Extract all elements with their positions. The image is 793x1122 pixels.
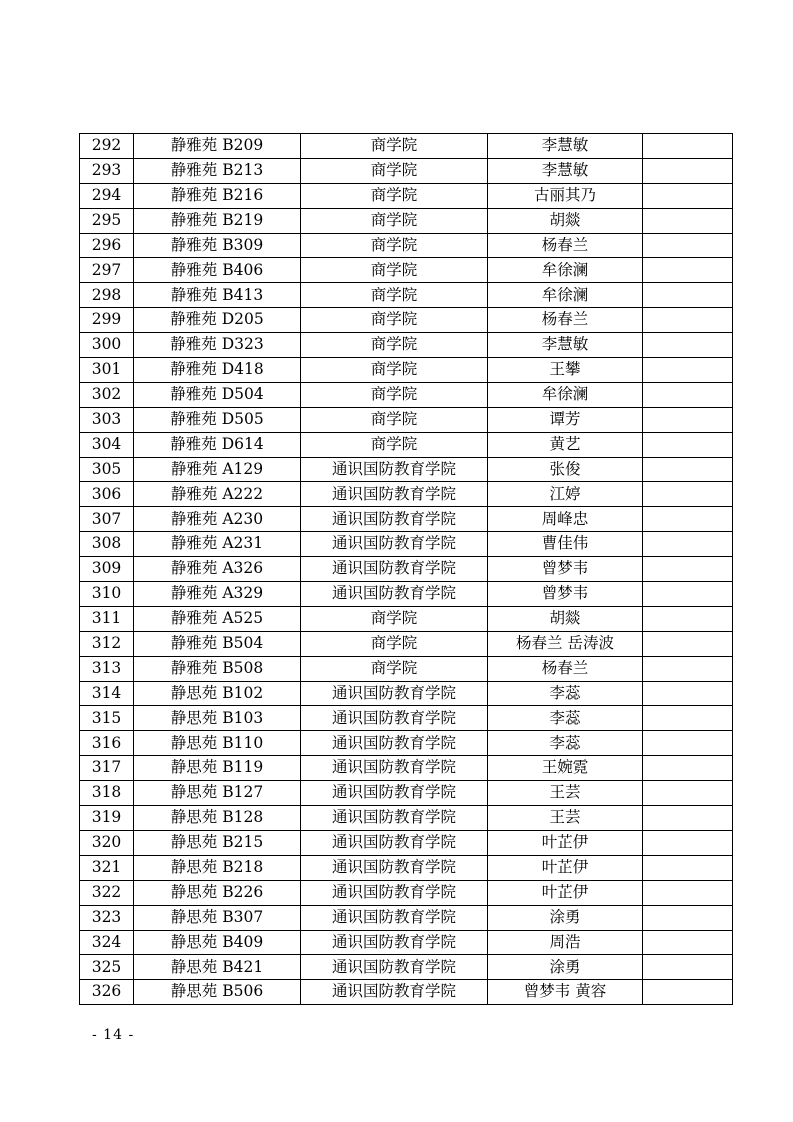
contact-cell: 李慧敏 — [488, 134, 643, 159]
table-row — [80, 980, 733, 1005]
table-row — [80, 706, 733, 731]
college-cell: 通识国防教育学院 — [301, 781, 488, 806]
table-row — [80, 258, 733, 283]
contact-cell: 王芸 — [488, 781, 643, 806]
row-number-cell: 319 — [80, 806, 134, 831]
contact-cell: 王攀 — [488, 358, 643, 383]
row-number-cell: 301 — [80, 358, 134, 383]
room-cell: 静雅苑 B504 — [134, 631, 301, 656]
remarks-cell — [643, 631, 733, 656]
table-row — [80, 830, 733, 855]
remarks-cell — [643, 158, 733, 183]
remarks-cell — [643, 557, 733, 582]
contact-cell: 古丽其乃 — [488, 183, 643, 208]
college-cell: 通识国防教育学院 — [301, 905, 488, 930]
remarks-cell — [643, 656, 733, 681]
contact-cell: 牟徐澜 — [488, 382, 643, 407]
table-row — [80, 880, 733, 905]
remarks-cell — [643, 532, 733, 557]
college-cell: 通识国防教育学院 — [301, 756, 488, 781]
college-cell: 商学院 — [301, 382, 488, 407]
row-number-cell: 295 — [80, 208, 134, 233]
college-cell: 商学院 — [301, 333, 488, 358]
room-cell: 静雅苑 D614 — [134, 432, 301, 457]
contact-cell: 曾梦韦 黄容 — [488, 980, 643, 1005]
remarks-cell — [643, 681, 733, 706]
row-number-cell: 320 — [80, 830, 134, 855]
row-number-cell: 323 — [80, 905, 134, 930]
room-cell: 静思苑 B409 — [134, 930, 301, 955]
table-row — [80, 407, 733, 432]
contact-cell: 李蕊 — [488, 681, 643, 706]
contact-cell: 张俊 — [488, 457, 643, 482]
page-number: - 14 - — [92, 1027, 135, 1043]
college-cell: 通识国防教育学院 — [301, 855, 488, 880]
table-row — [80, 333, 733, 358]
row-number-cell: 294 — [80, 183, 134, 208]
table-row — [80, 532, 733, 557]
table-row — [80, 806, 733, 831]
remarks-cell — [643, 308, 733, 333]
row-number-cell: 306 — [80, 482, 134, 507]
remarks-cell — [643, 382, 733, 407]
room-cell: 静思苑 B218 — [134, 855, 301, 880]
remarks-cell — [643, 980, 733, 1005]
college-cell: 通识国防教育学院 — [301, 706, 488, 731]
contact-cell: 涂勇 — [488, 905, 643, 930]
row-number-cell: 308 — [80, 532, 134, 557]
table-row — [80, 233, 733, 258]
room-cell: 静思苑 B127 — [134, 781, 301, 806]
room-cell: 静雅苑 A231 — [134, 532, 301, 557]
college-cell: 商学院 — [301, 158, 488, 183]
remarks-cell — [643, 258, 733, 283]
row-number-cell: 315 — [80, 706, 134, 731]
table-row — [80, 631, 733, 656]
remarks-cell — [643, 905, 733, 930]
college-cell: 通识国防教育学院 — [301, 955, 488, 980]
contact-cell: 李慧敏 — [488, 158, 643, 183]
room-cell: 静雅苑 D504 — [134, 382, 301, 407]
college-cell: 通识国防教育学院 — [301, 557, 488, 582]
room-cell: 静雅苑 B406 — [134, 258, 301, 283]
college-cell: 通识国防教育学院 — [301, 532, 488, 557]
room-cell: 静思苑 B103 — [134, 706, 301, 731]
table-row — [80, 482, 733, 507]
room-cell: 静雅苑 B213 — [134, 158, 301, 183]
table-row — [80, 507, 733, 532]
table-row — [80, 756, 733, 781]
table-row — [80, 382, 733, 407]
college-cell: 通识国防教育学院 — [301, 731, 488, 756]
contact-cell: 周浩 — [488, 930, 643, 955]
row-number-cell: 317 — [80, 756, 134, 781]
college-cell: 通识国防教育学院 — [301, 980, 488, 1005]
room-cell: 静雅苑 B508 — [134, 656, 301, 681]
contact-cell: 李慧敏 — [488, 333, 643, 358]
college-cell: 通识国防教育学院 — [301, 681, 488, 706]
contact-cell: 曾梦韦 — [488, 582, 643, 607]
row-number-cell: 307 — [80, 507, 134, 532]
remarks-cell — [643, 706, 733, 731]
row-number-cell: 321 — [80, 855, 134, 880]
contact-cell: 叶芷伊 — [488, 830, 643, 855]
remarks-cell — [643, 930, 733, 955]
remarks-cell — [643, 407, 733, 432]
row-number-cell: 316 — [80, 731, 134, 756]
row-number-cell: 322 — [80, 880, 134, 905]
remarks-cell — [643, 806, 733, 831]
room-cell: 静雅苑 A326 — [134, 557, 301, 582]
remarks-cell — [643, 333, 733, 358]
college-cell: 商学院 — [301, 258, 488, 283]
remarks-cell — [643, 233, 733, 258]
contact-cell: 杨春兰 岳涛波 — [488, 631, 643, 656]
row-number-cell: 303 — [80, 407, 134, 432]
table-row — [80, 283, 733, 308]
room-cell: 静雅苑 A129 — [134, 457, 301, 482]
room-cell: 静思苑 B215 — [134, 830, 301, 855]
dormitory-table — [79, 133, 733, 1005]
room-cell: 静雅苑 B309 — [134, 233, 301, 258]
college-cell: 商学院 — [301, 631, 488, 656]
row-number-cell: 293 — [80, 158, 134, 183]
table-row — [80, 731, 733, 756]
remarks-cell — [643, 134, 733, 159]
row-number-cell: 298 — [80, 283, 134, 308]
room-cell: 静雅苑 B209 — [134, 134, 301, 159]
row-number-cell: 309 — [80, 557, 134, 582]
room-cell: 静思苑 B506 — [134, 980, 301, 1005]
remarks-cell — [643, 283, 733, 308]
row-number-cell: 296 — [80, 233, 134, 258]
row-number-cell: 292 — [80, 134, 134, 159]
college-cell: 通识国防教育学院 — [301, 582, 488, 607]
remarks-cell — [643, 756, 733, 781]
remarks-cell — [643, 606, 733, 631]
room-cell: 静思苑 B110 — [134, 731, 301, 756]
room-cell: 静雅苑 B216 — [134, 183, 301, 208]
table-row — [80, 681, 733, 706]
row-number-cell: 305 — [80, 457, 134, 482]
table-row — [80, 134, 733, 159]
contact-cell: 牟徐澜 — [488, 258, 643, 283]
remarks-cell — [643, 358, 733, 383]
college-cell: 商学院 — [301, 208, 488, 233]
college-cell: 商学院 — [301, 134, 488, 159]
row-number-cell: 312 — [80, 631, 134, 656]
table-row — [80, 183, 733, 208]
college-cell: 商学院 — [301, 358, 488, 383]
remarks-cell — [643, 830, 733, 855]
remarks-cell — [643, 855, 733, 880]
contact-cell: 杨春兰 — [488, 656, 643, 681]
college-cell: 通识国防教育学院 — [301, 930, 488, 955]
table-row — [80, 457, 733, 482]
college-cell: 商学院 — [301, 407, 488, 432]
room-cell: 静雅苑 D323 — [134, 333, 301, 358]
contact-cell: 王婉霓 — [488, 756, 643, 781]
remarks-cell — [643, 880, 733, 905]
remarks-cell — [643, 457, 733, 482]
college-cell: 通识国防教育学院 — [301, 806, 488, 831]
row-number-cell: 326 — [80, 980, 134, 1005]
contact-cell: 王芸 — [488, 806, 643, 831]
remarks-cell — [643, 955, 733, 980]
room-cell: 静雅苑 B219 — [134, 208, 301, 233]
row-number-cell: 310 — [80, 582, 134, 607]
contact-cell: 李蕊 — [488, 706, 643, 731]
contact-cell: 江婷 — [488, 482, 643, 507]
college-cell: 商学院 — [301, 183, 488, 208]
row-number-cell: 314 — [80, 681, 134, 706]
contact-cell: 杨春兰 — [488, 233, 643, 258]
table-row — [80, 308, 733, 333]
room-cell: 静雅苑 D418 — [134, 358, 301, 383]
row-number-cell: 297 — [80, 258, 134, 283]
table-row — [80, 855, 733, 880]
table-row — [80, 781, 733, 806]
table-row — [80, 557, 733, 582]
row-number-cell: 311 — [80, 606, 134, 631]
contact-cell: 黄艺 — [488, 432, 643, 457]
row-number-cell: 313 — [80, 656, 134, 681]
room-cell: 静雅苑 D505 — [134, 407, 301, 432]
college-cell: 通识国防教育学院 — [301, 880, 488, 905]
college-cell: 商学院 — [301, 656, 488, 681]
row-number-cell: 299 — [80, 308, 134, 333]
table-row — [80, 930, 733, 955]
college-cell: 商学院 — [301, 283, 488, 308]
room-cell: 静思苑 B307 — [134, 905, 301, 930]
row-number-cell: 302 — [80, 382, 134, 407]
row-number-cell: 324 — [80, 930, 134, 955]
room-cell: 静思苑 B421 — [134, 955, 301, 980]
room-cell: 静思苑 B128 — [134, 806, 301, 831]
contact-cell: 李蕊 — [488, 731, 643, 756]
contact-cell: 曹佳伟 — [488, 532, 643, 557]
remarks-cell — [643, 507, 733, 532]
contact-cell: 叶芷伊 — [488, 880, 643, 905]
contact-cell: 胡燚 — [488, 606, 643, 631]
remarks-cell — [643, 183, 733, 208]
table-row — [80, 208, 733, 233]
remarks-cell — [643, 208, 733, 233]
room-cell: 静思苑 B119 — [134, 756, 301, 781]
remarks-cell — [643, 482, 733, 507]
remarks-cell — [643, 432, 733, 457]
contact-cell: 叶芷伊 — [488, 855, 643, 880]
row-number-cell: 318 — [80, 781, 134, 806]
college-cell: 通识国防教育学院 — [301, 457, 488, 482]
college-cell: 商学院 — [301, 233, 488, 258]
remarks-cell — [643, 731, 733, 756]
table-row — [80, 905, 733, 930]
room-cell: 静雅苑 A222 — [134, 482, 301, 507]
table-row — [80, 606, 733, 631]
room-cell: 静思苑 B102 — [134, 681, 301, 706]
row-number-cell: 325 — [80, 955, 134, 980]
room-cell: 静思苑 B226 — [134, 880, 301, 905]
table-body — [80, 134, 733, 1005]
table-row — [80, 158, 733, 183]
table-row — [80, 955, 733, 980]
room-cell: 静雅苑 A329 — [134, 582, 301, 607]
college-cell: 通识国防教育学院 — [301, 482, 488, 507]
contact-cell: 周峰忠 — [488, 507, 643, 532]
remarks-cell — [643, 582, 733, 607]
college-cell: 通识国防教育学院 — [301, 830, 488, 855]
room-cell: 静雅苑 D205 — [134, 308, 301, 333]
contact-cell: 涂勇 — [488, 955, 643, 980]
table-row — [80, 582, 733, 607]
college-cell: 商学院 — [301, 432, 488, 457]
table-row — [80, 656, 733, 681]
row-number-cell: 304 — [80, 432, 134, 457]
row-number-cell: 300 — [80, 333, 134, 358]
table-row — [80, 358, 733, 383]
contact-cell: 胡燚 — [488, 208, 643, 233]
college-cell: 通识国防教育学院 — [301, 507, 488, 532]
contact-cell: 杨春兰 — [488, 308, 643, 333]
room-cell: 静雅苑 A230 — [134, 507, 301, 532]
contact-cell: 牟徐澜 — [488, 283, 643, 308]
remarks-cell — [643, 781, 733, 806]
college-cell: 商学院 — [301, 606, 488, 631]
college-cell: 商学院 — [301, 308, 488, 333]
room-cell: 静雅苑 B413 — [134, 283, 301, 308]
table-row — [80, 432, 733, 457]
contact-cell: 谭芳 — [488, 407, 643, 432]
contact-cell: 曾梦韦 — [488, 557, 643, 582]
room-cell: 静雅苑 A525 — [134, 606, 301, 631]
